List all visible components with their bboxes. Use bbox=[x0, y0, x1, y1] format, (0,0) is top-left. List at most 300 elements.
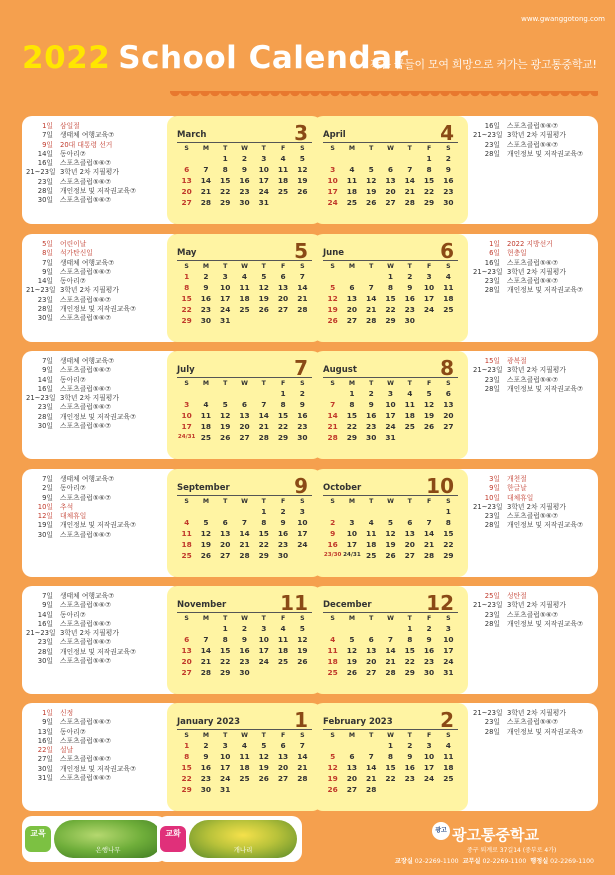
weekday-label: F bbox=[280, 732, 286, 739]
event-title: 개인정보 및 저작권교육⑦ bbox=[60, 521, 137, 530]
event-date: 9일 bbox=[42, 493, 53, 502]
day-grid bbox=[323, 497, 458, 561]
day-cell: 19 bbox=[220, 422, 231, 431]
day-cell: 17 bbox=[297, 529, 308, 538]
weekday-label: S bbox=[446, 498, 451, 505]
day-cell: 22 bbox=[181, 774, 192, 783]
event-item bbox=[26, 268, 178, 277]
day-grid bbox=[323, 262, 458, 326]
event-date: 28일 bbox=[37, 187, 53, 196]
day-cell: 7 bbox=[407, 165, 413, 174]
event-date: 1일 bbox=[42, 122, 53, 130]
weekday-label: T bbox=[369, 498, 374, 505]
day-cell: 2 bbox=[280, 507, 286, 516]
month-calendar bbox=[167, 469, 322, 577]
event-title: 생태체 여행교육⑦ bbox=[60, 475, 115, 483]
event-title: 광복절 bbox=[507, 357, 527, 365]
weekday-label: T bbox=[369, 615, 374, 622]
day-cell: 7 bbox=[330, 400, 336, 409]
event-item bbox=[26, 657, 178, 666]
event-title: 개인정보 및 저작권교육⑦ bbox=[60, 187, 137, 196]
day-cell bbox=[381, 506, 400, 517]
event-item bbox=[473, 601, 594, 610]
day-cell: 21 bbox=[200, 657, 212, 666]
day-cell: 11 bbox=[239, 283, 250, 292]
day-cell: 4 bbox=[184, 518, 190, 527]
day-cell: 2 bbox=[203, 741, 209, 750]
weekday-label: F bbox=[426, 615, 432, 622]
month-name: February 2023 bbox=[323, 717, 393, 727]
calendar-row bbox=[22, 116, 598, 224]
day-cell: 4 bbox=[203, 400, 209, 409]
day-cell: 1 bbox=[387, 741, 394, 750]
month-header bbox=[323, 240, 458, 261]
day-cell: 13 bbox=[346, 294, 358, 303]
day-cell bbox=[216, 388, 235, 399]
event-title: 개인정보 및 저작권교육⑦ bbox=[60, 764, 137, 773]
weekday-label: S bbox=[330, 498, 335, 505]
day-cell: 19 bbox=[366, 187, 377, 196]
event-date: 31일 bbox=[37, 774, 53, 783]
day-cell: 23 bbox=[443, 187, 454, 196]
month-calendar bbox=[313, 703, 468, 811]
day-cell: 29 bbox=[220, 668, 231, 677]
day-cell: 13 bbox=[239, 411, 250, 420]
event-title: 한글날 bbox=[507, 484, 527, 493]
day-cell: 4 bbox=[445, 741, 451, 750]
event-title: 스포츠클럽⑤⑥⑦ bbox=[60, 774, 112, 783]
day-cell: 2 bbox=[368, 389, 374, 398]
day-cell: 22 bbox=[443, 540, 454, 549]
day-cell: 17 bbox=[181, 422, 192, 431]
day-cell: 4 bbox=[280, 624, 286, 633]
day-cell: 16 bbox=[277, 529, 289, 538]
day-cell: 7 bbox=[368, 752, 374, 761]
day-cell: 5 bbox=[299, 154, 305, 163]
day-cell: 8 bbox=[222, 635, 228, 644]
day-cell: 10 bbox=[423, 752, 435, 761]
event-title: 성탄절 bbox=[507, 592, 527, 600]
day-cell: 10 bbox=[327, 176, 338, 185]
day-cell: 14 bbox=[423, 529, 435, 538]
day-cell: 9 bbox=[407, 283, 413, 292]
weekday-label: T bbox=[223, 263, 228, 270]
weekday-label: S bbox=[300, 615, 305, 622]
event-item bbox=[26, 728, 178, 737]
day-cell bbox=[323, 271, 342, 282]
day-cell: 1 bbox=[445, 507, 451, 516]
event-title: 스포츠클럽⑤⑥⑦ bbox=[60, 403, 112, 412]
day-cell: 21 bbox=[258, 422, 269, 431]
calendar-row bbox=[22, 469, 598, 577]
event-date: 2일 bbox=[42, 484, 53, 493]
event-title: 스포츠클럽⑤⑥⑦ bbox=[60, 718, 112, 727]
day-cell: 1 bbox=[184, 741, 190, 750]
day-cell: 21 bbox=[327, 422, 338, 431]
day-cell bbox=[342, 271, 361, 282]
event-title: 스포츠클럽⑤⑥⑦ bbox=[507, 512, 559, 521]
weekday-label: T bbox=[223, 145, 228, 152]
day-cell bbox=[235, 388, 254, 399]
day-cell: 17 bbox=[258, 176, 269, 185]
weekday-label: T bbox=[407, 615, 412, 622]
month-header bbox=[323, 122, 458, 143]
day-cell: 30 bbox=[200, 316, 212, 325]
day-cell: 9 bbox=[203, 752, 209, 761]
event-date: 10일 bbox=[484, 493, 500, 502]
event-item bbox=[26, 196, 178, 205]
day-cell: 6 bbox=[349, 752, 355, 761]
weekday-label: S bbox=[300, 145, 305, 152]
event-date: 16일 bbox=[37, 619, 53, 628]
day-cell: 27 bbox=[239, 433, 250, 442]
day-cell: 11 bbox=[443, 283, 454, 292]
month-name: May bbox=[177, 248, 197, 258]
event-item bbox=[473, 503, 594, 512]
school-flower-card bbox=[157, 816, 302, 862]
day-cell: 29 bbox=[277, 433, 289, 442]
event-item bbox=[473, 122, 594, 131]
day-cell: 28 bbox=[327, 433, 338, 442]
day-cell: 20 bbox=[346, 305, 358, 314]
event-item bbox=[473, 131, 594, 140]
day-cell: 29 bbox=[220, 198, 231, 207]
day-cell: 4 bbox=[368, 518, 374, 527]
day-cell: 30 bbox=[366, 433, 377, 442]
weekday-label: W bbox=[387, 263, 394, 270]
title-year: 2022 bbox=[22, 40, 111, 76]
day-cell: 6 bbox=[445, 389, 451, 398]
month-number: 1 bbox=[294, 708, 308, 732]
event-item bbox=[26, 718, 178, 727]
day-cell: 12 bbox=[327, 763, 338, 772]
day-cell: 27 bbox=[181, 198, 192, 207]
event-date: 28일 bbox=[484, 286, 500, 295]
event-item bbox=[473, 268, 594, 277]
day-cell: 19 bbox=[346, 657, 358, 666]
event-title: 삼일절 bbox=[60, 122, 80, 130]
event-title: 스포츠클럽⑤⑥⑦ bbox=[60, 422, 112, 431]
event-title: 생태체 여행교육⑦ bbox=[60, 131, 115, 140]
day-cell: 19 bbox=[297, 176, 308, 185]
day-cell: 26 bbox=[423, 422, 435, 431]
day-cell: 10 bbox=[181, 411, 192, 420]
day-cell bbox=[254, 667, 273, 678]
event-date: 8일 bbox=[42, 249, 53, 258]
day-cell: 10 bbox=[385, 400, 396, 409]
day-cell: 8 bbox=[280, 400, 286, 409]
weekday-label: S bbox=[446, 380, 451, 387]
day-cell: 27 bbox=[346, 316, 358, 325]
event-item bbox=[473, 286, 594, 295]
event-date: 25일 bbox=[484, 592, 500, 600]
day-cell: 21 bbox=[297, 763, 308, 772]
event-date: 14일 bbox=[37, 610, 53, 619]
day-cell: 6 bbox=[222, 518, 228, 527]
month-name: January 2023 bbox=[177, 717, 241, 727]
day-cell bbox=[293, 550, 312, 561]
weekday-label: F bbox=[280, 263, 286, 270]
weekday-label: S bbox=[184, 263, 189, 270]
day-cell bbox=[400, 153, 419, 164]
day-cell: 13 bbox=[404, 529, 415, 538]
day-cell: 20 bbox=[385, 187, 396, 196]
day-cell: 8 bbox=[387, 283, 394, 292]
event-item bbox=[26, 475, 178, 484]
day-cell: 15 bbox=[385, 763, 396, 772]
weekday-label: M bbox=[202, 732, 209, 739]
event-item bbox=[26, 376, 178, 385]
event-title: 동아리⑦ bbox=[60, 484, 86, 493]
day-cell bbox=[273, 667, 292, 678]
day-cell: 13 bbox=[346, 763, 358, 772]
day-cell: 4 bbox=[241, 741, 248, 750]
weekday-label: M bbox=[348, 263, 355, 270]
day-cell: 20 bbox=[181, 657, 192, 666]
day-cell: 6 bbox=[184, 635, 190, 644]
phone-label: 행정실 bbox=[530, 858, 549, 865]
day-cell: 6 bbox=[349, 283, 355, 292]
day-cell bbox=[254, 784, 273, 795]
day-cell: 8 bbox=[387, 752, 394, 761]
weekday-label: T bbox=[261, 498, 266, 505]
day-cell: 22 bbox=[404, 657, 415, 666]
day-cell: 3 bbox=[222, 741, 228, 750]
weekday-label: T bbox=[407, 498, 412, 505]
day-cell: 10 bbox=[443, 635, 454, 644]
day-cell: 14 bbox=[297, 752, 308, 761]
day-cell: 24 bbox=[385, 422, 396, 431]
day-cell: 4 bbox=[330, 635, 336, 644]
weekday-label: T bbox=[223, 732, 228, 739]
weekday-label: W bbox=[387, 145, 394, 152]
event-item bbox=[26, 709, 178, 718]
weekday-label: M bbox=[202, 380, 209, 387]
weekday-label: W bbox=[387, 732, 394, 739]
day-cell: 24 bbox=[297, 540, 308, 549]
event-item bbox=[473, 240, 594, 249]
day-cell: 18 bbox=[366, 540, 377, 549]
day-cell: 10 bbox=[297, 518, 308, 527]
event-date: 7일 bbox=[42, 592, 53, 600]
day-cell: 5 bbox=[261, 741, 267, 750]
day-cell: 29 bbox=[346, 433, 358, 442]
day-cell: 17 bbox=[423, 294, 435, 303]
month-calendar bbox=[313, 234, 468, 342]
event-title: 동아리⑦ bbox=[60, 277, 86, 286]
day-cell: 2 bbox=[407, 272, 413, 281]
phone-label: 교무실 bbox=[462, 858, 481, 865]
event-list bbox=[22, 351, 182, 459]
day-cell: 3 bbox=[426, 741, 432, 750]
day-cell: 26 bbox=[258, 305, 269, 314]
event-title: 스포츠클럽⑤⑥⑦ bbox=[507, 610, 559, 619]
day-cell: 17 bbox=[385, 411, 396, 420]
day-cell: 20 bbox=[277, 763, 289, 772]
event-item bbox=[26, 259, 178, 268]
event-item bbox=[473, 366, 594, 375]
event-title: 대체휴일 bbox=[60, 512, 87, 521]
event-date: 16일 bbox=[484, 258, 500, 267]
day-cell: 24 bbox=[423, 774, 435, 783]
event-item bbox=[26, 774, 178, 783]
day-cell bbox=[323, 153, 342, 164]
event-date: 16일 bbox=[37, 384, 53, 393]
day-cell: 16 bbox=[200, 763, 212, 772]
day-cell: 26 bbox=[327, 316, 338, 325]
weekday-label: W bbox=[241, 380, 248, 387]
school-tree-card bbox=[22, 816, 167, 862]
day-cell: 31 bbox=[258, 198, 269, 207]
day-cell: 29 bbox=[385, 316, 396, 325]
day-cell bbox=[293, 784, 312, 795]
day-cell: 5 bbox=[368, 165, 374, 174]
event-item bbox=[26, 413, 178, 422]
title-text: School Calendar bbox=[118, 40, 409, 76]
day-cell bbox=[323, 506, 342, 517]
event-date: 21~23일 bbox=[26, 286, 56, 295]
day-cell bbox=[362, 271, 381, 282]
day-cell: 26 bbox=[297, 187, 308, 196]
day-cell bbox=[254, 315, 273, 326]
event-title: 개인정보 및 저작권교육⑦ bbox=[60, 412, 137, 421]
event-title: 스포츠클럽⑤⑥⑦ bbox=[60, 493, 112, 502]
day-cell: 21 bbox=[297, 294, 308, 303]
event-item bbox=[473, 620, 594, 629]
slogan: 작은 꿈들이 모여 희망으로 커가는 광고통중학교! bbox=[370, 58, 597, 71]
day-cell: 28 bbox=[366, 785, 377, 794]
month-number: 3 bbox=[294, 121, 308, 145]
weekday-label: F bbox=[426, 498, 432, 505]
day-cell: 17 bbox=[258, 646, 269, 655]
event-item bbox=[473, 385, 594, 394]
event-item bbox=[26, 765, 178, 774]
day-cell: 19 bbox=[327, 774, 338, 783]
event-title: 동아리⑦ bbox=[60, 727, 86, 736]
day-cell: 29 bbox=[258, 551, 269, 560]
day-cell: 19 bbox=[327, 305, 338, 314]
day-cell: 18 bbox=[200, 422, 212, 431]
event-list bbox=[447, 234, 598, 342]
event-title: 생태체 여행교육⑦ bbox=[60, 357, 115, 365]
weekday-label: M bbox=[202, 615, 209, 622]
day-cell: 24 bbox=[220, 305, 231, 314]
day-cell: 11 bbox=[239, 752, 250, 761]
weekday-label: T bbox=[261, 263, 266, 270]
weekday-label: F bbox=[426, 145, 432, 152]
day-cell: 18 bbox=[327, 657, 338, 666]
calendar-row bbox=[22, 586, 598, 694]
day-cell: 12 bbox=[297, 165, 308, 174]
event-date: 7일 bbox=[42, 357, 53, 365]
day-cell: 29 bbox=[443, 551, 454, 560]
weekday-label: T bbox=[223, 615, 228, 622]
day-cell bbox=[342, 153, 361, 164]
weekday-label: T bbox=[369, 145, 374, 152]
day-cell bbox=[177, 388, 196, 399]
day-cell: 14 bbox=[200, 646, 212, 655]
day-cell: 18 bbox=[443, 763, 454, 772]
event-title: 스포츠클럽⑤⑥⑦ bbox=[507, 258, 559, 267]
weekday-label: W bbox=[241, 615, 248, 622]
day-cell: 24 bbox=[327, 198, 338, 207]
day-cell: 5 bbox=[349, 635, 355, 644]
event-date: 23일 bbox=[484, 140, 500, 149]
day-cell: 18 bbox=[239, 763, 250, 772]
event-title: 스포츠클럽⑤⑥⑦ bbox=[60, 267, 112, 276]
day-cell: 30 bbox=[404, 316, 415, 325]
site-url[interactable]: www.gwanggotong.com bbox=[521, 15, 605, 23]
day-cell: 24 bbox=[258, 187, 269, 196]
day-cell: 3 bbox=[222, 272, 228, 281]
day-cell: 18 bbox=[443, 294, 454, 303]
day-cell: 29 bbox=[181, 785, 192, 794]
day-cell: 13 bbox=[181, 176, 192, 185]
event-title: 3학년 2차 지필평가 bbox=[507, 709, 566, 717]
weekday-label: T bbox=[369, 380, 374, 387]
month-number: 10 bbox=[426, 474, 454, 498]
day-cell: 20 bbox=[346, 774, 358, 783]
weekday-label: W bbox=[241, 263, 248, 270]
day-cell: 30 bbox=[423, 668, 435, 677]
day-cell: 31 bbox=[220, 316, 231, 325]
event-title: 3학년 2차 지필평가 bbox=[507, 601, 566, 610]
day-cell: 25 bbox=[239, 305, 250, 314]
day-cell bbox=[196, 153, 215, 164]
event-date: 16일 bbox=[37, 159, 53, 168]
weekday-label: F bbox=[280, 498, 286, 505]
day-grid bbox=[177, 144, 312, 208]
school-address: 중구 퇴계로 37길14 (중부로 4가) bbox=[467, 847, 557, 854]
day-cell: 23 bbox=[239, 187, 250, 196]
event-date: 9일 bbox=[42, 718, 53, 727]
event-item bbox=[26, 178, 178, 187]
day-cell: 14 bbox=[385, 646, 396, 655]
day-cell: 3 bbox=[349, 518, 355, 527]
day-cell bbox=[400, 506, 419, 517]
day-cell: 19 bbox=[423, 411, 435, 420]
event-title: 3학년 2차 지필평가 bbox=[60, 168, 119, 177]
tree-photo bbox=[54, 820, 162, 858]
day-cell: 15 bbox=[277, 411, 289, 420]
day-cell: 27 bbox=[443, 422, 454, 431]
month-header bbox=[323, 709, 458, 730]
day-cell: 13 bbox=[443, 400, 454, 409]
event-date: 6일 bbox=[489, 249, 500, 258]
day-cell: 11 bbox=[277, 635, 289, 644]
event-item bbox=[26, 403, 178, 412]
month-name: March bbox=[177, 130, 207, 140]
day-cell: 18 bbox=[346, 187, 358, 196]
day-cell bbox=[362, 740, 381, 751]
day-cell bbox=[419, 784, 438, 795]
day-cell: 13 bbox=[277, 283, 289, 292]
day-cell: 5 bbox=[299, 624, 305, 633]
day-cell: 1 bbox=[222, 624, 228, 633]
day-cell: 7 bbox=[203, 165, 209, 174]
event-date: 1일 bbox=[489, 240, 500, 248]
day-grid bbox=[177, 731, 312, 795]
day-cell: 3 bbox=[426, 272, 432, 281]
weekday-label: S bbox=[184, 615, 189, 622]
event-title: 3학년 2차 지필평가 bbox=[507, 267, 566, 276]
day-cell: 1 bbox=[222, 154, 228, 163]
day-cell: 20 bbox=[443, 411, 454, 420]
day-cell: 30 bbox=[443, 198, 454, 207]
day-cell: 23 bbox=[239, 657, 250, 666]
event-date: 10일 bbox=[37, 502, 53, 511]
day-cell: 11 bbox=[200, 411, 212, 420]
